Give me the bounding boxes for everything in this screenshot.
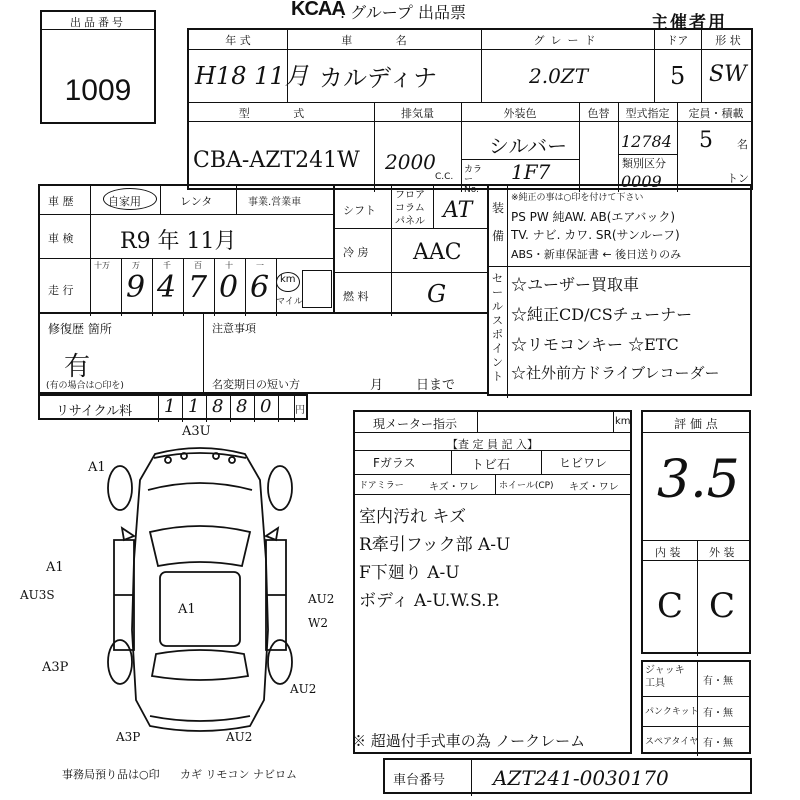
sales-point-item: ☆純正CD/CSチューナー [511, 305, 693, 324]
digit-label: 百 [194, 261, 202, 270]
jack-label: ジャッキ 工具 [645, 665, 685, 689]
ac-value: AAC [413, 240, 462, 265]
spare-label: スペアタイヤ [645, 737, 699, 747]
damage-mark: A1 [88, 460, 106, 475]
damage-mark: AU3S [20, 588, 55, 602]
body-value: SW [709, 62, 747, 87]
inspector-comment: R牽引フック部 A-U [359, 535, 511, 555]
fuel-label: 燃 料 [343, 290, 369, 303]
spare-option: 有・無 [703, 738, 733, 749]
mileage-digits [90, 258, 276, 316]
color-label: 外装色 [503, 107, 537, 120]
history-option-rental: レンタ [180, 195, 213, 208]
type-spec-value: 12784 [621, 132, 672, 151]
organizer-label: 主催者用 [651, 13, 727, 33]
inspector-block [353, 410, 632, 754]
equipment-line-3: ABS・新車保証書 ← 後日送りのみ [511, 248, 682, 261]
exterior-value: C [709, 586, 736, 626]
inspection-value: R9 年 11月 [120, 229, 237, 254]
damage-mark: A3U [182, 424, 211, 439]
shift-label: シフト [343, 204, 376, 217]
repair-notes-block [38, 312, 489, 394]
digit-label: 一 [256, 261, 264, 270]
class-value: 0009 [621, 172, 662, 191]
body-label: 形 状 [715, 34, 741, 47]
mileage-digit: 9 [126, 270, 146, 305]
repair-note: (有の場合は○印を) [46, 381, 124, 391]
vehicle-info-table [187, 28, 753, 195]
history-option-business: 事業.営業車 [248, 197, 302, 208]
ac-label: 冷 房 [343, 246, 369, 259]
recycle-digit: 1 [188, 396, 200, 417]
digit-label: 十万 [94, 261, 110, 270]
office-items: カギ リモコン ナビロム [180, 768, 297, 781]
equipment-line-2: TV. ナビ. カワ. SR(サンルーフ) [511, 228, 680, 242]
specs-block [333, 184, 489, 314]
damage-mark: A1 [178, 602, 196, 617]
capacity-label: 定員・積載 [688, 107, 744, 120]
puncture-option: 有・無 [703, 708, 733, 719]
digit-label: 千 [163, 261, 171, 270]
sales-point-item: ☆リモコンキー ☆ETC [511, 335, 679, 354]
equipment-side-label: 装 備 [492, 201, 505, 243]
color-value: シルバー [489, 134, 568, 158]
history-option-private: 自家用 [108, 195, 141, 208]
model-label: 型 式 [238, 107, 325, 120]
load-unit: トン [727, 172, 749, 185]
puncture-label: パンクキット [645, 707, 699, 717]
name-change-day: 日まで [416, 378, 456, 393]
jack-option: 有・無 [703, 676, 733, 687]
damage-mark: A3P [116, 730, 141, 744]
notes-label: 注意事項 [212, 322, 256, 335]
meter-label: 現メーター指示 [373, 417, 458, 431]
recycle-digit: 8 [212, 396, 224, 417]
capacity-unit: 名 [737, 138, 748, 151]
shift-value: AT [443, 198, 473, 223]
shift-option-panel: パネル [395, 216, 425, 227]
doors-label: ドア [666, 34, 689, 47]
chassis-block [383, 758, 752, 794]
grade-value: 2.0ZT [529, 64, 589, 88]
name-change-label: 名変期日の短い方 [212, 378, 300, 391]
color-no-value: 1F7 [511, 160, 551, 184]
mileage-digit: 4 [157, 270, 177, 305]
lot-number: 1009 [64, 74, 132, 107]
sales-points-side-label: セールスポイント [492, 272, 503, 383]
repair-label: 修復歴 箇所 [48, 322, 112, 336]
lot-number-box [40, 10, 156, 124]
damage-mark: AU2 [308, 592, 335, 606]
inspector-footer-note: ※ 超過付手式車の為 ノークレーム [351, 732, 586, 750]
capacity-value: 5 [699, 128, 713, 153]
recycle-digit: 0 [260, 396, 272, 417]
inspector-comment: 室内汚れ キズ [359, 507, 467, 527]
shift-option-floor: フロア [395, 190, 425, 201]
shift-option-column: コラム [395, 203, 425, 214]
mile-label: マイル [276, 297, 303, 307]
history-label: 車 歴 [48, 195, 74, 208]
fuel-value: G [427, 280, 447, 308]
form-title: . グループ 出品票 [340, 3, 466, 22]
tools-block [641, 660, 751, 754]
office-note: 事務局預り品は○印 [62, 768, 160, 781]
interior-value: C [657, 586, 684, 626]
mileage-digit: 7 [188, 270, 208, 305]
equipment-block [487, 184, 752, 396]
lot-number-label: 出品番号 [70, 16, 126, 29]
exterior-label: 外 装 [709, 546, 735, 559]
inspector-comment: F下廻り A-U [359, 563, 460, 583]
score-label: 評 価 点 [674, 417, 718, 431]
score-block [641, 410, 751, 654]
year-value: H18 11月 [195, 62, 309, 90]
grade-label: グレード [533, 34, 602, 47]
recycle-digit: 1 [164, 396, 176, 417]
year-label: 年 式 [225, 34, 251, 47]
glass-value: トビ石 [471, 458, 511, 473]
recycle-digit: 8 [236, 396, 248, 417]
damage-mark: W2 [308, 616, 328, 630]
type-spec-label: 型式指定 [625, 107, 670, 120]
mileage-digit: 0 [219, 270, 239, 305]
sales-point-item: ☆ユーザー買取車 [511, 275, 640, 294]
cc-unit: C.C. [435, 172, 454, 182]
chassis-label: 車台番号 [393, 773, 446, 788]
displacement-value: 2000 [385, 150, 436, 174]
glass-label: Fガラス [373, 456, 416, 470]
recycle-unit: 円 [295, 405, 305, 416]
recycle-label: リサイクル料 [56, 404, 133, 419]
damage-mark: AU2 [226, 730, 253, 744]
mileage-digit: 6 [250, 270, 270, 305]
digit-label: 十 [225, 261, 233, 270]
color-no-label: カラー No. [464, 165, 483, 195]
mirror-value: キズ・ワレ [429, 482, 479, 493]
inspector-title: 【査 定 員 記 入】 [447, 438, 538, 451]
car-name-value: カルディナ [319, 64, 438, 92]
recycle-block [38, 394, 308, 420]
score-value: 3.5 [657, 450, 740, 510]
digit-label: 万 [132, 261, 140, 270]
interior-label: 内 装 [655, 546, 681, 559]
brand-logo: KCAA [291, 0, 345, 20]
inspection-label: 車 検 [48, 232, 74, 245]
class-label: 類別区分 [622, 157, 666, 170]
km-label: km [280, 274, 296, 285]
displacement-label: 排気量 [401, 107, 434, 120]
wheel-value: キズ・ワレ [569, 482, 619, 493]
inspector-comment: ボディ A-U.W.S.P. [359, 591, 500, 611]
repair-value: 有 [64, 352, 91, 382]
doors-value: 5 [670, 62, 686, 90]
equipment-note: ※純正の事は○印を付けて下さい [511, 193, 644, 203]
mileage-label: 走 行 [48, 284, 74, 297]
crack-label: ヒビワレ [559, 456, 608, 470]
damage-mark: A3P [42, 660, 69, 675]
model-value: CBA-AZT241W [193, 148, 360, 173]
meter-unit: km [615, 416, 631, 427]
history-circle [103, 188, 157, 210]
chassis-value: AZT241-0030170 [493, 766, 669, 790]
damage-mark: AU2 [290, 682, 317, 696]
damage-mark: A1 [46, 560, 64, 575]
sales-point-item: ☆社外前方ドライブレコーダー [511, 364, 720, 382]
car-diagram [90, 440, 310, 740]
equipment-line-1: PS PW 純AW. AB(エアバック) [511, 210, 676, 224]
name-change-month: 月 [370, 378, 384, 393]
history-block [38, 184, 335, 314]
color-change-label: 色替 [587, 107, 610, 120]
car-name-label: 車 名 [341, 34, 427, 47]
mirror-label: ドアミラー [359, 481, 404, 491]
wheel-label: ホイール(CP) [499, 481, 554, 491]
